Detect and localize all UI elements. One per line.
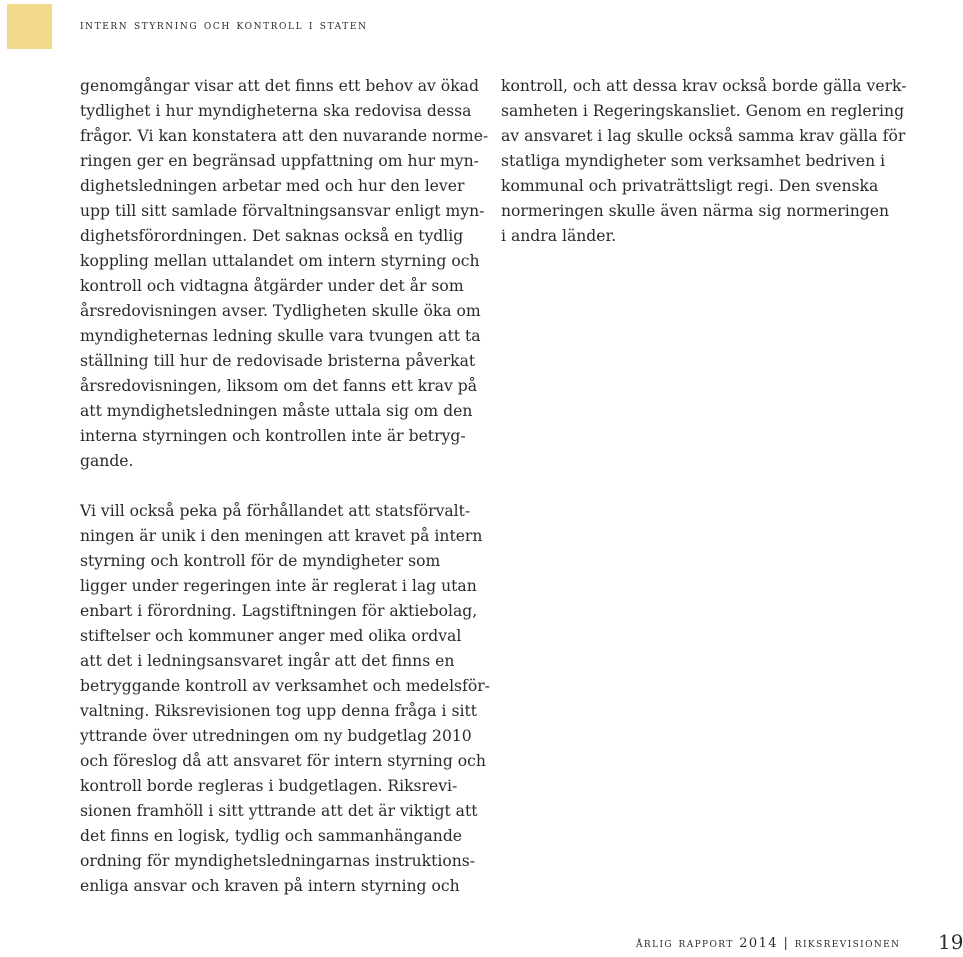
text-line: samheten i Regeringskansliet. Genom en reglering <box>501 102 905 120</box>
text-line: ordning för myndighetsledningarnas instruktions- <box>80 852 476 870</box>
text-line: frågor. Vi kan konstatera att den nuvarande norme- <box>80 127 489 145</box>
text-line: myndigheternas ledning skulle vara tvungen att ta <box>80 327 481 345</box>
text-line: kontroll, och att dessa krav också borde gälla verk- <box>501 77 907 95</box>
left-column <box>80 74 490 899</box>
text-line: det finns en logisk, tydlig och sammanhängande <box>80 827 463 845</box>
text-line: normeringen skulle även närma sig normeringen <box>501 202 889 220</box>
text-line: statliga myndigheter som verksamhet bedriven i <box>501 152 886 170</box>
text-line: kontroll och vidtagna åtgärder under det år som <box>80 277 464 295</box>
text-line: stiftelser och kommuner anger med olika ordval <box>80 627 462 645</box>
text-line: enliga ansvar och kraven på intern styrning och <box>80 877 460 895</box>
text-line: tydlighet i hur myndigheterna ska redovisa dessa <box>80 102 472 120</box>
text-line: enbart i förordning. Lagstiftningen för aktiebolag, <box>80 602 478 620</box>
text-line: dighetsförordningen. Det saknas också en tydlig <box>80 227 464 245</box>
text-line: dighetsledningen arbetar med och hur den lever <box>80 177 465 195</box>
text-line: att myndighetsledningen måste uttala sig om den <box>80 402 473 420</box>
text-line: ningen är unik i den meningen att kravet på intern <box>80 527 483 545</box>
text-line: koppling mellan uttalandet om intern styrning och <box>80 252 480 270</box>
text-line: och föreslog då att ansvaret för intern styrning och <box>80 752 486 770</box>
text-line: årsredovisningen, liksom om det fanns ett krav på <box>80 377 478 395</box>
text-line: kontroll borde regleras i budgetlagen. Riksrevi- <box>80 777 458 795</box>
corner-accent-block <box>7 4 52 49</box>
right-paragraph-1 <box>501 74 907 249</box>
page-number: 19 <box>938 930 963 954</box>
text-line: yttrande över utredningen om ny budgetlag 2010 <box>80 727 472 745</box>
text-line: upp till sitt samlade förvaltningsansvar enligt myn- <box>80 202 485 220</box>
footer-publication: årlig rapport 2014 | riksrevisionen <box>636 936 901 951</box>
text-line: Vi vill också peka på förhållandet att statsförvalt- <box>80 502 471 520</box>
text-line: kommunal och privaträttsligt regi. Den svenska <box>501 177 879 195</box>
running-header: intern styrning och kontroll i staten <box>80 18 368 33</box>
text-line: genomgångar visar att det finns ett behov av ökad <box>80 77 479 95</box>
text-line: sionen framhöll i sitt yttrande att det är viktigt att <box>80 802 478 820</box>
text-line: valtning. Riksrevisionen tog upp denna fråga i sitt <box>80 702 477 720</box>
text-line: av ansvaret i lag skulle också samma krav gälla för <box>501 127 906 145</box>
right-column <box>501 74 907 249</box>
text-line: interna styrningen och kontrollen inte är betryg- <box>80 427 466 445</box>
left-paragraph-1 <box>80 74 489 474</box>
text-line: ringen ger en begränsad uppfattning om hur myn- <box>80 152 479 170</box>
text-line: betryggande kontroll av verksamhet och medelsför- <box>80 677 490 695</box>
text-line: gande. <box>80 452 134 470</box>
left-paragraph-2 <box>80 499 490 899</box>
text-line: styrning och kontroll för de myndigheter som <box>80 552 441 570</box>
text-line: i andra länder. <box>501 227 617 245</box>
text-line: att det i ledningsansvaret ingår att det finns en <box>80 652 455 670</box>
text-line: årsredovisningen avser. Tydligheten skulle öka om <box>80 302 481 320</box>
text-line: ligger under regeringen inte är reglerat i lag utan <box>80 577 477 595</box>
text-line: ställning till hur de redovisade bristerna påverkat <box>80 352 476 370</box>
